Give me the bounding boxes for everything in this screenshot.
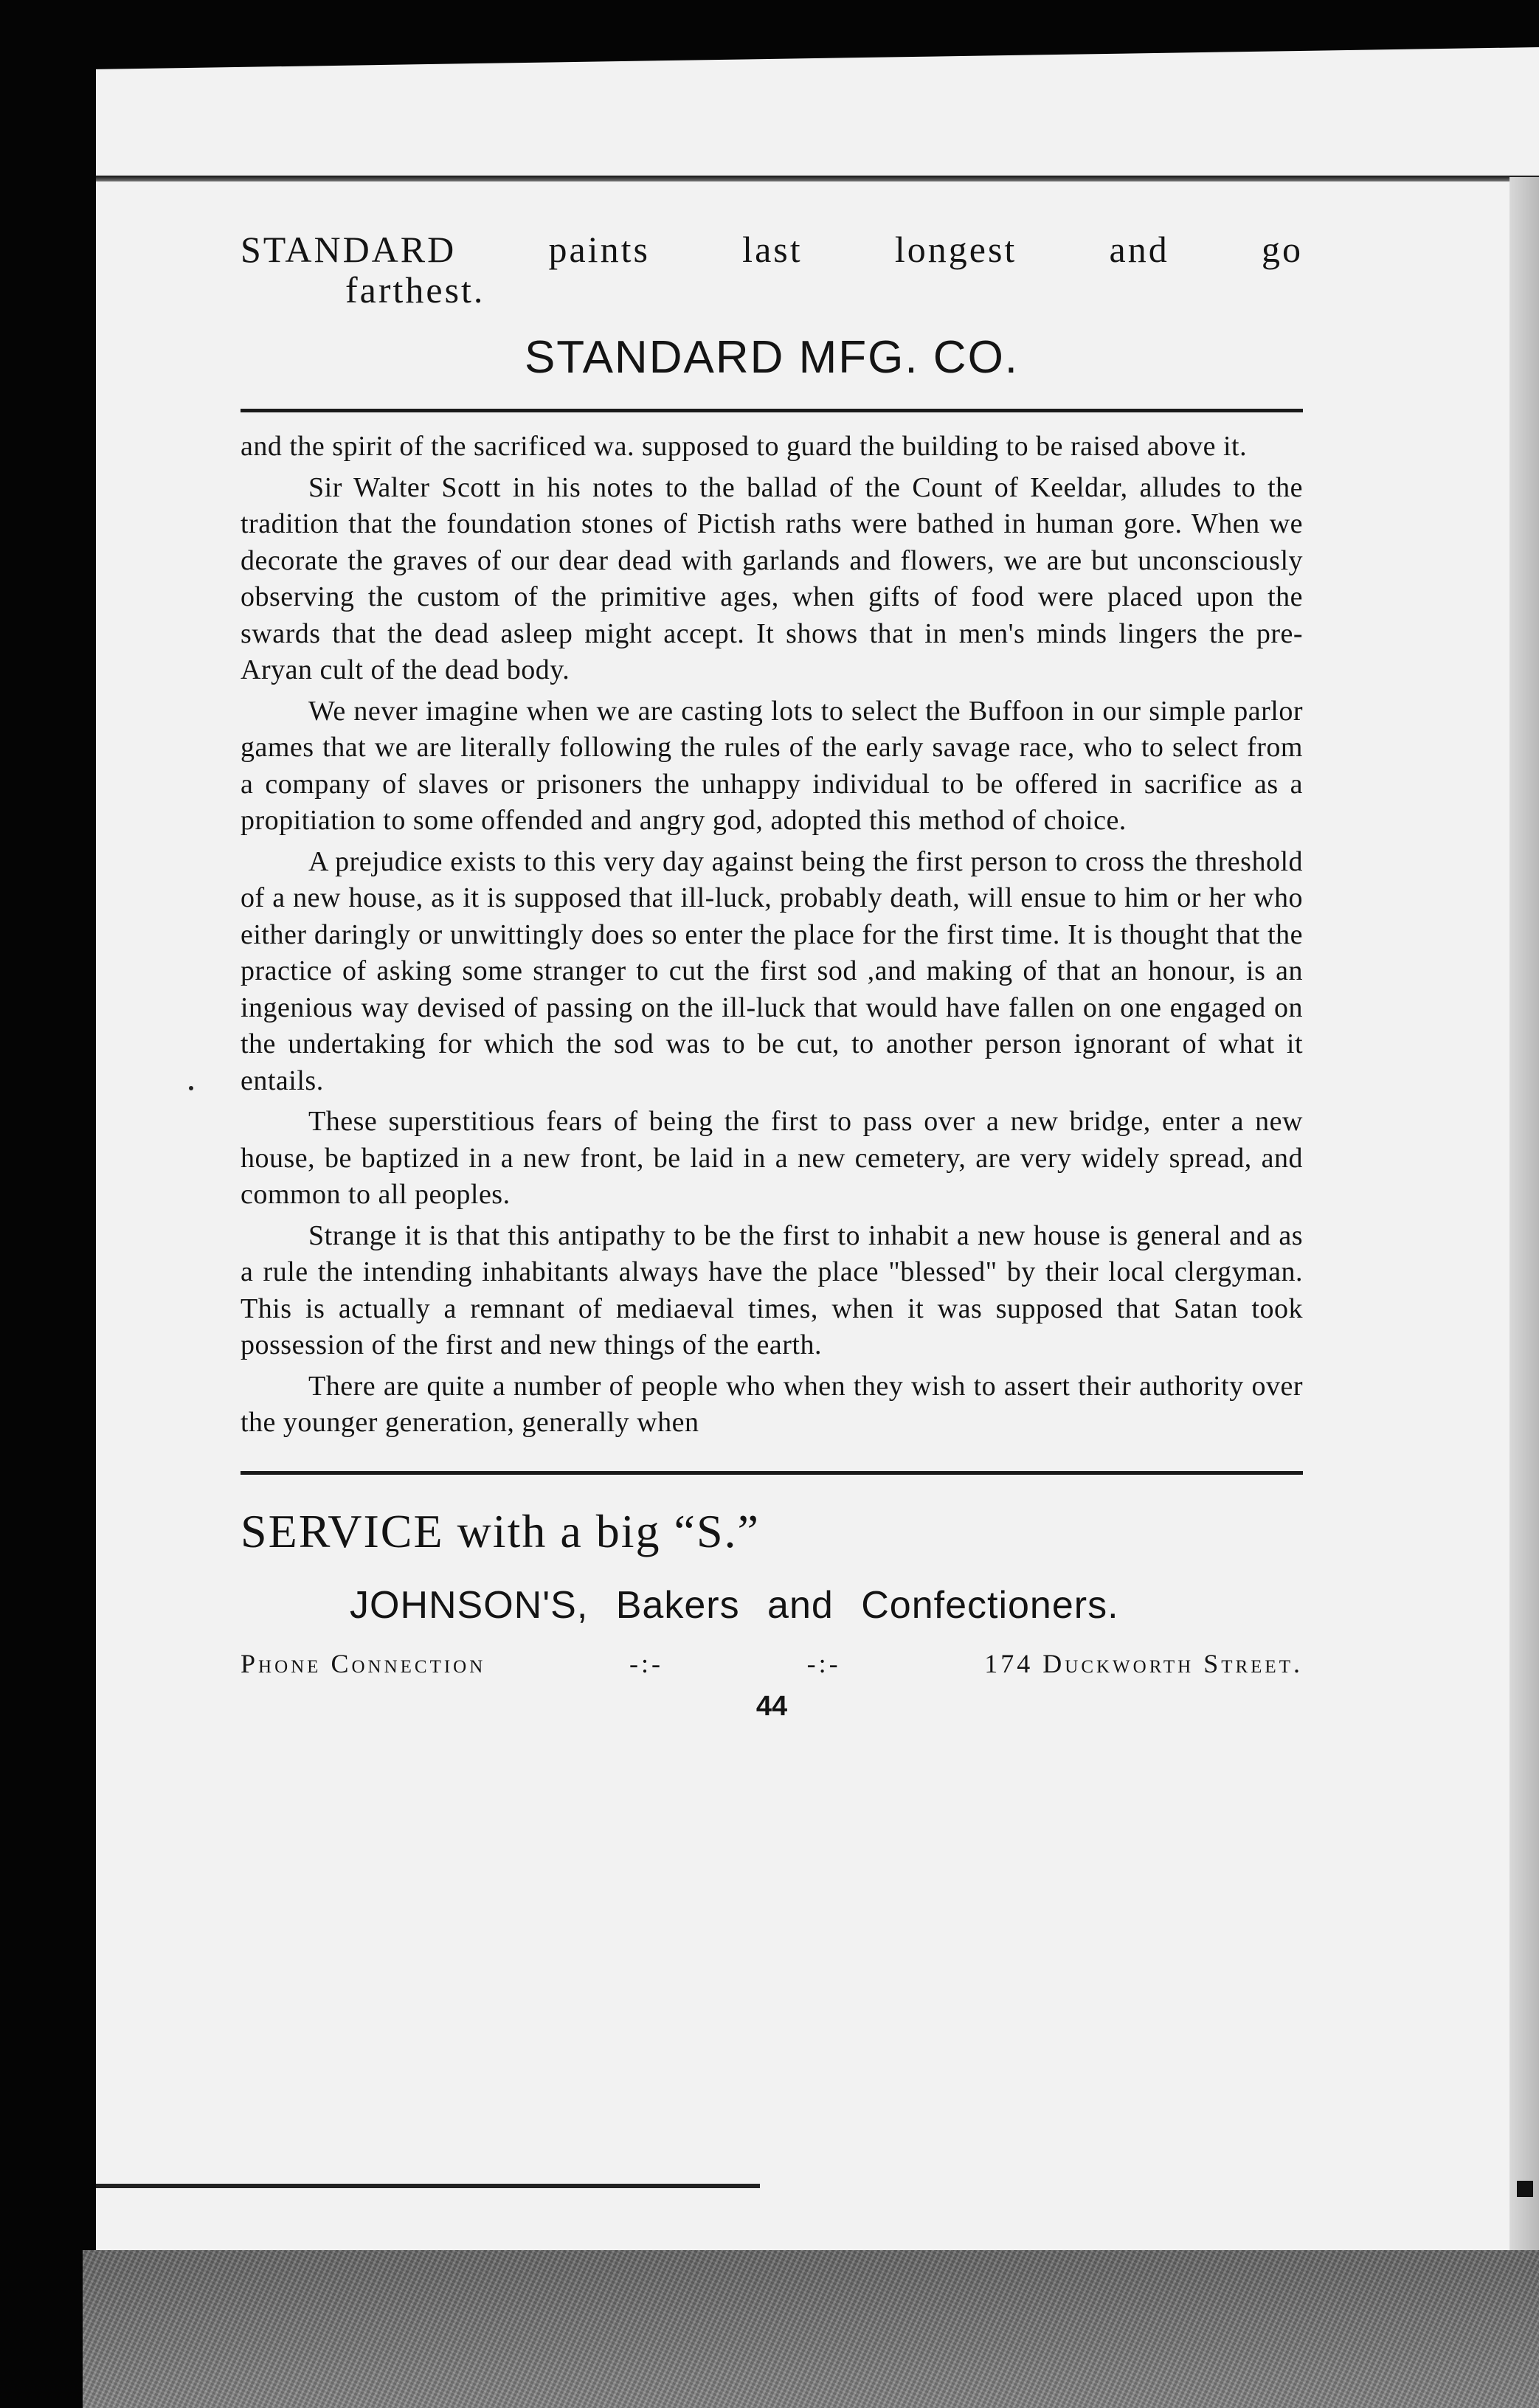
ad-address: 174 Duckworth Street. [984, 1649, 1303, 1679]
article-paragraph: Sir Walter Scott in his notes to the ballad of the Count of Keeldar, alludes to the tradition that the foundation stones of Pictish raths were bathed in human gore. When we decorate the graves of our dear dead with garlands and flowers, we are but unconsciously observing the custom of the primitive ages, when gifts of food were placed upon the swards that the dead asleep might accept. It shows that in men's minds lingers the pre-Aryan cult of the dead body. [241, 471, 1303, 685]
ad-contact-line [241, 1648, 1303, 1679]
stray-mark [189, 1086, 193, 1090]
divider-top [241, 409, 1303, 412]
ad-service-headline: SERVICE with a big “S.” [241, 1504, 760, 1557]
article-paragraph: These superstitious fears of being the first to pass over a new bridge, enter a new house, be baptized in a new front, be laid in a new cemetery, are very widely spread, and common to all peoples. [241, 1106, 1303, 1210]
article-paragraph: We never imagine when we are casting lots to select the Buffoon in our simple parlor games that we are literally following the rules of the early savage race, who to select from a company of slaves or prisoners the unhappy individual to be offered in sacrifice as a propitiation to some offended and angry god, adopted this method of choice. [241, 695, 1303, 836]
ad-johnson-business: JOHNSON'S, Bakers and Confectioners. [350, 1584, 1119, 1627]
ad-separator: -:- [806, 1649, 841, 1679]
page-fold-shadow [96, 176, 1539, 181]
article-body [241, 429, 1303, 1442]
divider-bottom [241, 1471, 1303, 1475]
page-content [241, 229, 1303, 1723]
edge-mark [1517, 2181, 1533, 2197]
article-paragraph: and the spirit of the sacrificed wa. supposed to guard the building to be raised above it. [241, 431, 1248, 462]
ad-standard-tagline: STANDARD paints last longest and go [241, 229, 1303, 270]
ad-standard-company: STANDARD MFG. CO. [524, 332, 1020, 383]
article-paragraph: Strange it is that this antipathy to be the first to inhabit a new house is general and as a rule the intending inhabitants always have the place "blessed" by their local clergyman. This is actually a remnant of mediaeval times, when it was supposed that Satan took possession of the first and new things of the earth. [241, 1219, 1303, 1360]
article-paragraph: A prejudice exists to this very day against being the first person to cross the threshold of a new house, as it is supposed that ill-luck, probably death, will ensue to him or her who either daringly or unwittingly does so enter the place for the first time. It is thought that the practice of asking some stranger to cut the first sod ,and making of that an honour, is an ingenious way devised of passing on the ill-luck that would have fallen on one engaged on the undertaking for which the sod was to be cut, to another person ignorant of what it entails. [241, 845, 1303, 1096]
ad-standard-tagline-cont: farthest. [345, 269, 485, 311]
article-paragraph: There are quite a number of people who when they wish to assert their authority over the younger generation, generally when [241, 1370, 1303, 1438]
ad-phone-label: Phone Connection [241, 1649, 486, 1679]
next-page-edge [1509, 177, 1539, 2250]
ad-separator: -:- [629, 1649, 663, 1679]
scan-gray-strip [83, 2250, 1539, 2408]
page-number: 44 [755, 1691, 788, 1723]
page-bottom-rule [96, 2184, 760, 2188]
